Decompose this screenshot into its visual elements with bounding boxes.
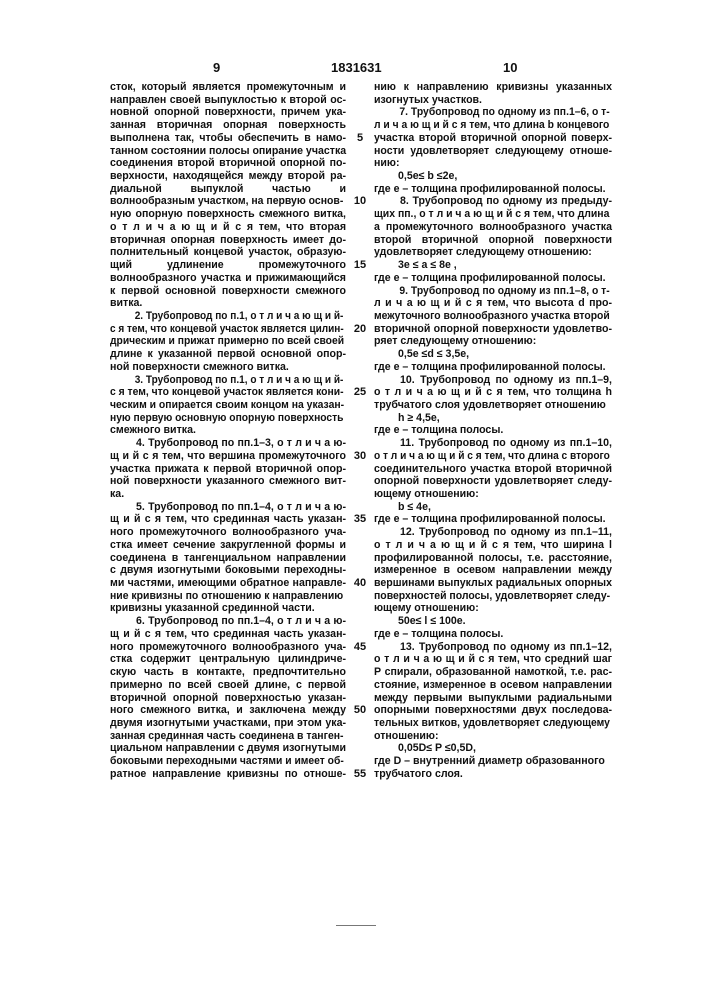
text-line: 3. Трубопровод по п.1, о т л и ч а ю щ и й- — [110, 374, 334, 387]
text-line: между первыми выпуклыми радиальными — [374, 692, 612, 705]
text-line: 5. Трубопровод по пп.1–4, о т л и ч а ю- — [110, 501, 346, 514]
text-line: дрическим и прижат примерно по всей своей — [110, 335, 340, 348]
line-number: 45 — [350, 641, 370, 654]
text-line: 0,5e ≤d ≤ 3,5e, — [374, 348, 612, 361]
text-line: b ≤ 4e, — [374, 501, 612, 514]
text-line: 9. Трубопровод по одному из пп.1–8, о т- — [374, 285, 607, 298]
text-line: с я тем, что концевой участок является кони- — [110, 386, 341, 399]
text-line: о т л и ч а ю щ и й с я тем, что вторая — [110, 221, 346, 234]
text-line: опорной поверхности удовлетворяет следу- — [374, 475, 612, 488]
line-number: 20 — [350, 323, 370, 336]
text-line: щ и й с я тем, что срединная часть указан- — [110, 628, 346, 641]
text-line: ную опорную поверхность смежного витка, — [110, 208, 346, 221]
text-line: где e – толщина профилированной полосы. — [374, 183, 612, 196]
text-line: циальном направлении с двумя изогнутыми — [110, 742, 346, 755]
text-line: участка второй вторичной опорной поверх- — [374, 132, 612, 145]
text-line: измеренное в осевом направлении между — [374, 564, 612, 577]
text-line: о т л и ч а ю щ и й с я тем, что толщина h — [374, 386, 612, 399]
text-line: с двумя изогнутыми боковыми переходны- — [110, 564, 346, 577]
text-line: профилированной полосы, т.е. расстояние, — [374, 552, 612, 565]
text-line: ного промежуточного волнообразного уча- — [110, 526, 346, 539]
text-line: примерно по всей своей длине, с первой — [110, 679, 346, 692]
line-number: 5 — [350, 132, 370, 145]
text-line: соединена в тангенциальном направлении — [110, 552, 346, 565]
left-text-column — [110, 81, 346, 781]
text-line: тельных витков, удовлетворяет следующему — [374, 717, 607, 730]
text-line: скую часть в контакте, предпочтительно — [110, 666, 346, 679]
line-number: 35 — [350, 513, 370, 526]
right-page-number: 10 — [503, 60, 517, 75]
text-line: вершинами выпуклых радиальных опорных — [374, 577, 612, 590]
text-line: ратное направление кривизны по отноше- — [110, 768, 346, 781]
text-line: о т л и ч а ю щ и й с я тем, что длина с второго — [374, 450, 602, 463]
text-line: танном состоянии полосы опирание участка — [110, 145, 346, 158]
text-line: щ и й с я тем, что вершина промежуточного — [110, 450, 346, 463]
text-line: участка прижата к первой вторичной опор- — [110, 463, 346, 476]
text-line: диальной выпуклой частью и — [110, 183, 346, 196]
text-line: а промежуточного волнообразного участка — [374, 221, 612, 234]
text-line: где e – толщина полосы. — [374, 424, 612, 437]
text-line: волнообразного участка и прижимающийся — [110, 272, 346, 285]
text-line: где D – внутренний диаметр образованного — [374, 755, 612, 768]
text-line: 6. Трубопровод по пп.1–4, о т л и ч а ю- — [110, 615, 346, 628]
line-number: 30 — [350, 450, 370, 463]
text-line: щий удлинение промежуточного — [110, 259, 346, 272]
text-line: нию к направлению кривизны указанных — [374, 81, 612, 94]
text-line: где e – толщина профилированной полосы. — [374, 513, 612, 526]
line-number: 40 — [350, 577, 370, 590]
text-line: второй вторичной опорной поверхности — [374, 234, 612, 247]
text-line: направлен своей выпуклостью к второй ос- — [110, 94, 346, 107]
text-line: двумя изогнутыми участками, при этом ука- — [110, 717, 346, 730]
text-line: изогнутых участков. — [374, 94, 612, 107]
text-line: витка. — [110, 297, 346, 310]
text-line: соединительного участка второй вторичной — [374, 463, 612, 476]
text-line: стка содержит центральную цилиндриче- — [110, 653, 346, 666]
text-line: 7. Трубопровод по одному из пп.1–6, о т- — [374, 106, 607, 119]
text-line: вторичной опорной поверхностью указан- — [110, 692, 346, 705]
text-line: щих пп., о т л и ч а ю щ и й с я тем, что длина — [374, 208, 609, 221]
text-line: 10. Трубопровод по одному из пп.1–9, — [374, 374, 612, 387]
text-line: поверхностей полосы, удовлетворяет следу- — [374, 590, 609, 603]
text-line: л и ч а ю щ и й с я тем, что высота d про- — [374, 297, 612, 310]
text-line: сток, который является промежуточным и — [110, 81, 346, 94]
text-line: щ и й с я тем, что срединная часть указан- — [110, 513, 346, 526]
text-line: 12. Трубопровод по одному из пп.1–11, — [374, 526, 612, 539]
text-line: h ≥ 4,5e, — [374, 412, 612, 425]
text-line: к первой основной поверхности смежного — [110, 285, 346, 298]
patent-number: 1831631 — [331, 60, 382, 75]
text-line: ми частями, имеющими обратное направле- — [110, 577, 346, 590]
line-number: 50 — [350, 704, 370, 717]
text-line: отношению: — [374, 730, 612, 743]
text-line: 50e≤ l ≤ 100e. — [374, 615, 612, 628]
line-number: 25 — [350, 386, 370, 399]
text-line: выполнена так, чтобы обеспечить в намо- — [110, 132, 346, 145]
bottom-divider — [336, 925, 376, 926]
text-line: занная вторичная опорная поверхность — [110, 119, 346, 132]
text-line: трубчатого слоя удовлетворяет отношению — [374, 399, 612, 412]
text-line: ческим и опирается своим концом на указан- — [110, 399, 342, 412]
line-number: 15 — [350, 259, 370, 272]
text-line: ряет следующему отношению: — [374, 335, 612, 348]
text-line: ка. — [110, 488, 346, 501]
text-line: трубчатого слоя. — [374, 768, 612, 781]
text-line: удовлетворяет следующему отношению: — [374, 246, 612, 259]
line-number: 55 — [350, 768, 370, 781]
text-line: стояние, измеренное в осевом направлении — [374, 679, 612, 692]
line-number: 10 — [350, 195, 370, 208]
text-line: вторичной опорной поверхности удовлетво- — [374, 323, 612, 336]
text-line: 4. Трубопровод по пп.1–3, о т л и ч а ю- — [110, 437, 346, 450]
text-line: опорными поверхностями двух последова- — [374, 704, 612, 717]
text-line: соединения второй вторичной опорной по- — [110, 157, 346, 170]
text-line: занная срединная часть соединена в танген- — [110, 730, 343, 743]
text-line: 13. Трубопровод по одному из пп.1–12, — [374, 641, 612, 654]
text-line: 0,5e≤ b ≤2e, — [374, 170, 612, 183]
text-line: боковыми переходными частями и имеет об- — [110, 755, 340, 768]
text-line: вторичная опорная поверхность имеет до- — [110, 234, 346, 247]
text-line: где e – толщина полосы. — [374, 628, 612, 641]
text-line: 2. Трубопровод по п.1, о т л и ч а ю щ и й- — [110, 310, 334, 323]
text-line: л и ч а ю щ и й с я тем, что длина b концевого — [374, 119, 606, 132]
text-line: межуточного волнообразного участка второй — [374, 310, 607, 323]
text-line: волнообразным участком, на первую основ- — [110, 195, 343, 208]
text-line: смежного витка. — [110, 424, 346, 437]
text-line: ной поверхности указанного смежного вит- — [110, 475, 346, 488]
left-page-number: 9 — [213, 60, 220, 75]
text-line: ние кривизны по отношению к направлению — [110, 590, 343, 603]
text-line: о т л и ч а ю щ и й с я тем, что ширина l — [374, 539, 612, 552]
text-line: ющему отношению: — [374, 602, 612, 615]
text-line: ного промежуточного волнообразного уча- — [110, 641, 346, 654]
text-line: ющему отношению: — [374, 488, 612, 501]
text-line: ности удовлетворяет следующему отноше- — [374, 145, 612, 158]
text-line: ную первую основную опорную поверхность — [110, 412, 339, 425]
text-line: ной поверхности смежного витка. — [110, 361, 346, 374]
text-line: длине к указанной первой основной опор- — [110, 348, 346, 361]
text-line: где e – толщина профилированной полосы. — [374, 361, 612, 374]
text-line: с я тем, что концевой участок является цилин- — [110, 323, 333, 336]
text-line: 0,05D≤ P ≤0,5D, — [374, 742, 612, 755]
text-line: 8. Трубопровод по одному из предыду- — [374, 195, 612, 208]
text-line: 11. Трубопровод по одному из пп.1–10, — [374, 437, 612, 450]
text-line: кривизны указанной срединной части. — [110, 602, 346, 615]
right-text-column — [374, 81, 612, 781]
text-line: нию: — [374, 157, 612, 170]
text-line: P спирали, образованной намоткой, т.е. рас- — [374, 666, 612, 679]
text-line: верхности, находящейся между второй ра- — [110, 170, 346, 183]
text-line: стка имеет сечение закругленной формы и — [110, 539, 346, 552]
text-line: ного смежного витка, и заключена между — [110, 704, 346, 717]
text-line: 3e ≤ a ≤ 8e , — [374, 259, 612, 272]
text-line: о т л и ч а ю щ и й с я тем, что средний шаг — [374, 653, 612, 666]
text-line: полнительный концевой участок, образую- — [110, 246, 346, 259]
text-line: новной опорной поверхности, причем ука- — [110, 106, 346, 119]
text-line: где e – толщина профилированной полосы. — [374, 272, 612, 285]
